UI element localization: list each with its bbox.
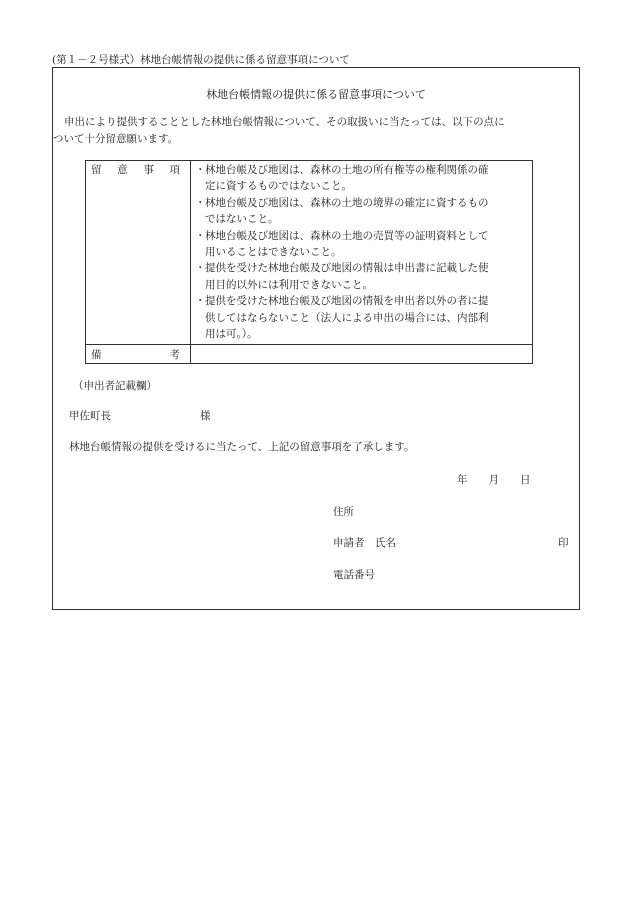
address-label: 住所 [333,506,354,518]
note-item [195,228,528,261]
notes-header-char: 項 [169,164,180,176]
form-frame [52,67,580,610]
note-line: 林地台帳及び地図は、森林の土地の所有権等の権利関係の確 [205,164,489,176]
note-item [195,195,528,228]
notes-row [86,161,533,345]
applicant-section-label: （申出者記載欄） [73,380,157,392]
addressee-label: 甲佐町長 [69,410,111,422]
note-line: 林地台帳及び地図は、森林の土地の境界の確定に資するもの [205,196,489,209]
seal-mark: 印 [558,537,569,549]
note-line: 林地台帳及び地図は、森林の土地の売買等の証明資料として [205,229,489,242]
remarks-row [86,345,533,364]
acceptance-statement: 林地台帳情報の提供を受けるに当たって、上記の留意事項を了承します。 [69,441,415,453]
phone-label: 電話番号 [333,569,375,581]
bullet-mark: ・ [195,196,206,209]
note-line: 用は可。）。 [205,328,258,341]
notes-body-cell [191,161,533,345]
bullet-mark: ・ [195,229,206,242]
intro-line-2: ついて十分留意願います。 [53,133,179,145]
intro-line-1: 申出により提供することとした林地台帳情報について、その取扱いに当たっては、以下の点に [64,116,505,128]
note-item [195,162,528,195]
note-line: 提供を受けた林地台帳及び地図の情報は申出書に記載した使 [205,262,489,275]
remarks-value-cell[interactable] [191,345,533,364]
note-line: 用目的以外には利用できないこと。 [205,278,373,291]
note-line: 定に資するものではないこと。 [205,180,352,193]
note-item [195,293,528,342]
applicant-name-label: 申請者 氏名 [333,537,396,549]
intro-paragraph [53,114,577,148]
remarks-header-cell [86,345,191,364]
notes-header-cell [86,161,191,345]
notes-header-char: 留 [91,164,102,176]
notes-header-char: 意 [117,164,128,176]
note-line: 用いることはできないこと。 [205,246,342,259]
note-line: 供してはならないこと（法人による申出の場合には、内部利 [205,311,489,324]
honorific-label: 様 [200,410,211,422]
remarks-header-char: 備 [91,349,102,362]
bullet-mark: ・ [195,262,206,275]
remarks-header-char: 考 [169,349,180,362]
document-title: 林地台帳情報の提供に係る留意事項について [206,88,426,101]
bullet-mark: ・ [195,164,206,176]
note-line: ではないこと。 [205,213,279,226]
date-line[interactable]: 年 月 日 [457,474,531,486]
note-item [195,260,528,293]
form-number-label: (第１－２号様式）林地台帳情報の提供に係る留意事項について [52,54,350,66]
note-line: 提供を受けた林地台帳及び地図の情報を申出者以外の者に提 [205,295,489,308]
bullet-mark: ・ [195,295,206,308]
notes-header-char: 事 [143,164,154,176]
notes-table [85,160,533,364]
